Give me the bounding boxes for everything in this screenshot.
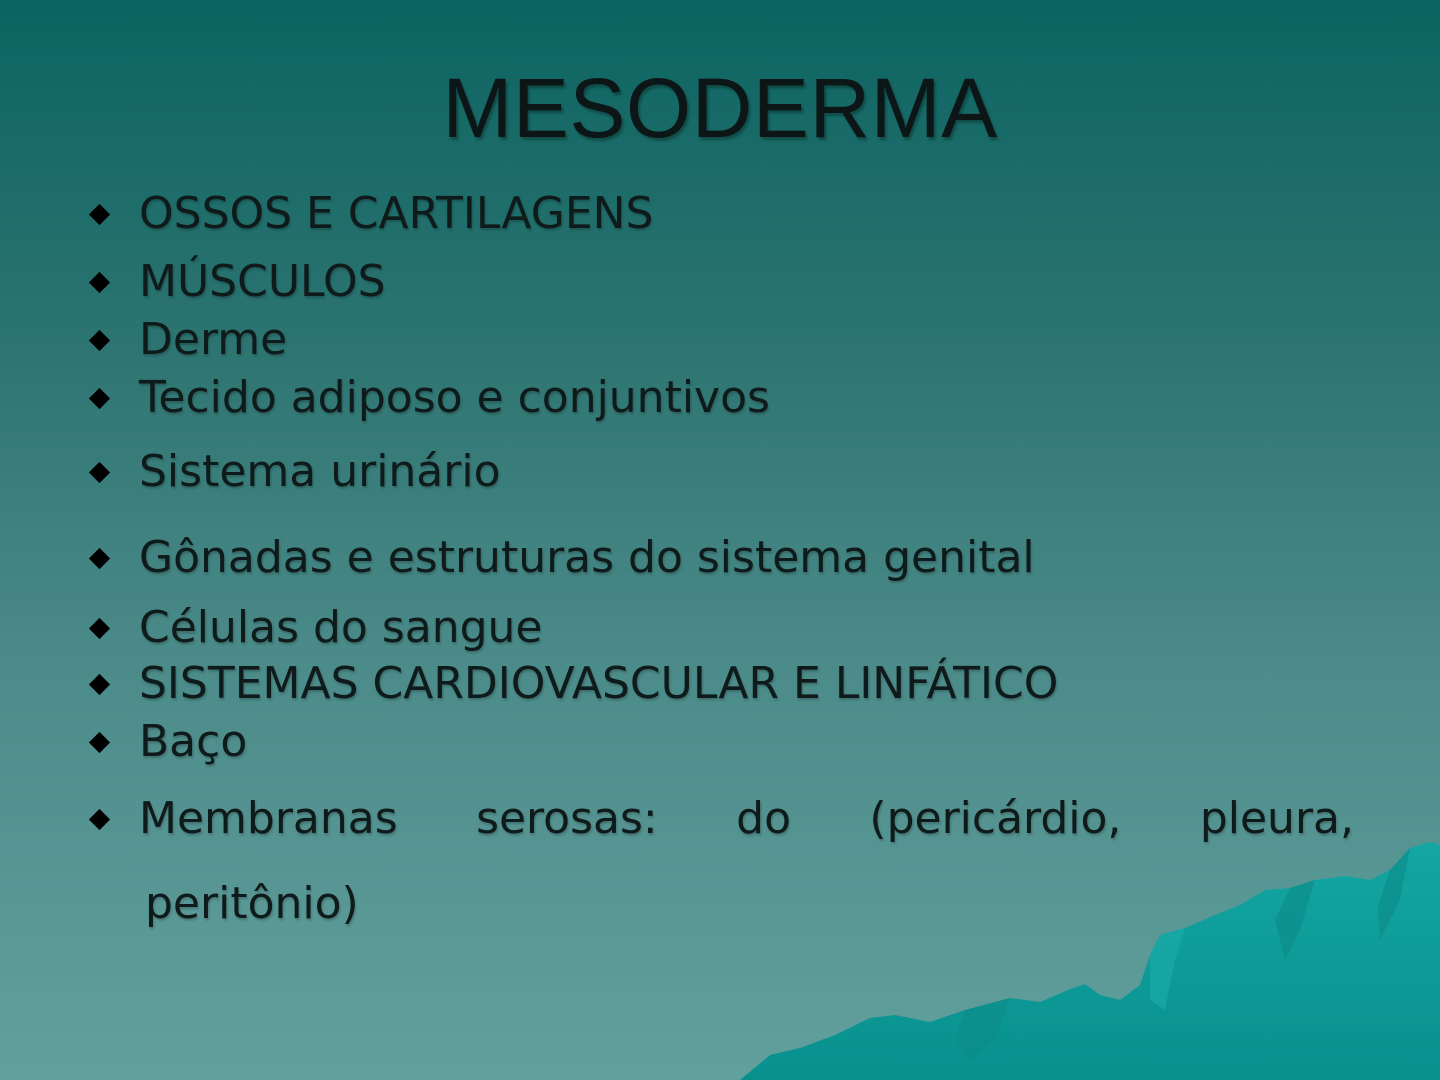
list-item-text: Células do sangue [139,602,543,653]
list-item-text: Derme [139,314,288,365]
diamond-bullet-icon [89,809,110,830]
list-item-text: OSSOS E CARTILAGENS [139,188,654,239]
diamond-bullet-icon [89,674,110,695]
list-item-text: MÚSCULOS [139,256,386,307]
list-item-text: Tecido adiposo e conjuntivos [139,372,770,423]
list-item [92,374,770,422]
diamond-bullet-icon [89,388,110,409]
diamond-bullet-icon [89,330,110,351]
list-item [92,316,287,364]
word: pleura, [1199,793,1354,844]
list-item [92,190,653,238]
diamond-bullet-icon [89,462,110,483]
list-item-text: SISTEMAS CARDIOVASCULAR E LINFÁTICO [139,658,1059,709]
list-item [92,718,247,766]
diamond-bullet-icon [89,204,110,225]
list-item [92,258,386,306]
list-item-text [139,795,1354,843]
list-item [92,604,543,652]
list-item [92,795,1354,843]
list-item [92,660,1058,708]
diamond-bullet-icon [89,272,110,293]
list-item-text: Baço [139,716,248,767]
list-item-text: Gônadas e estruturas do sistema genital [139,532,1035,583]
diamond-bullet-icon [89,732,110,753]
diamond-bullet-icon [89,548,110,569]
word: (pericárdio, [869,793,1122,844]
list-item-continuation: peritônio) [145,878,359,929]
word: Membranas [139,793,398,844]
slide-title: MESODERMA [442,61,998,155]
list-item-text: Sistema urinário [139,446,501,497]
diamond-bullet-icon [89,618,110,639]
word: do [736,793,791,844]
word: serosas: [476,793,658,844]
list-item [92,534,1035,582]
list-item [92,448,501,496]
